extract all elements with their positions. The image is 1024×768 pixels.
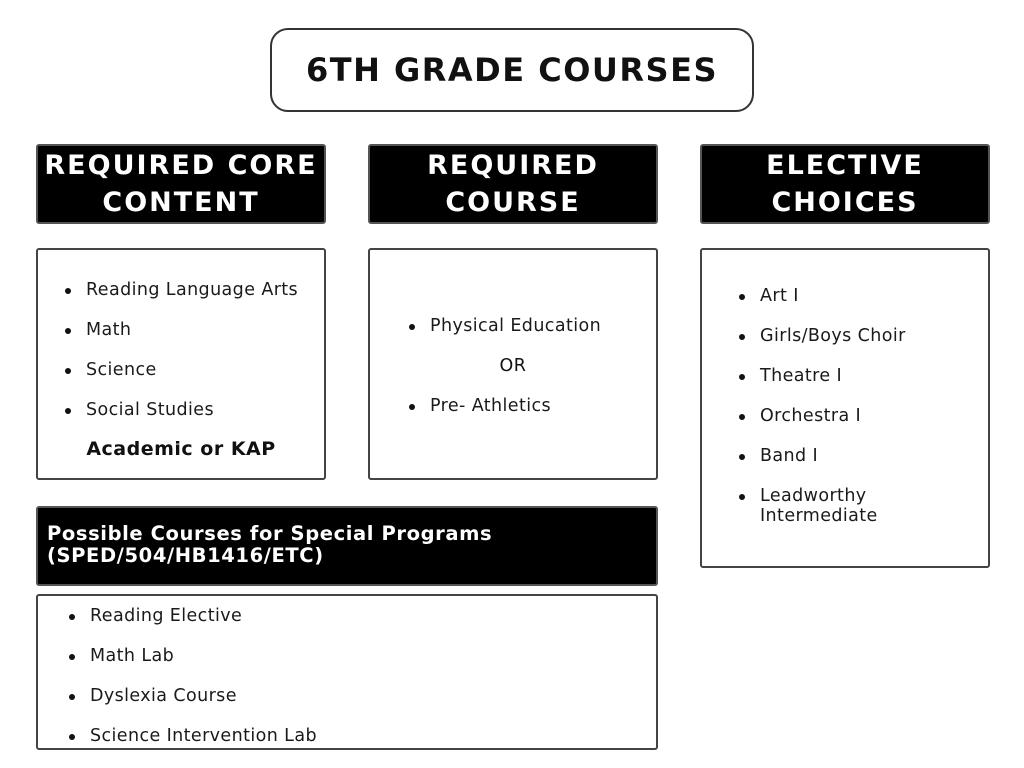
special-programs-panel [36,594,658,750]
list-item: Science Intervention Lab [66,726,317,746]
list-item: Art I [736,286,906,306]
list-item: Leadworthy Intermediate [736,486,906,526]
required-course-header [368,144,658,224]
list-item: Reading Elective [66,606,317,626]
list-item: Girls/Boys Choir [736,326,906,346]
core-content-header [36,144,326,224]
list-item: Science [62,360,298,380]
list-item: Band I [736,446,906,466]
elective-choices-header-text: ELECTIVE CHOICES [766,150,924,218]
or-separator: OR [499,356,527,376]
elective-choices-header [700,144,990,224]
required-course-list-1 [406,316,601,336]
required-course-panel [368,248,658,480]
elective-choices-list [736,286,906,526]
required-course-list-2 [406,396,551,416]
list-item: Physical Education [406,316,601,336]
page-title-text: 6TH GRADE COURSES [305,51,718,89]
list-item: Math Lab [66,646,317,666]
list-item: Pre- Athletics [406,396,551,416]
elective-choices-panel [700,248,990,568]
list-item: Theatre I [736,366,906,386]
special-programs-list [66,606,317,746]
list-item: Dyslexia Course [66,686,317,706]
list-item: Social Studies [62,400,298,420]
list-item: Math [62,320,298,340]
list-item: Orchestra I [736,406,906,426]
academic-or-kap-note: Academic or KAP [86,438,276,460]
page-title [270,28,754,112]
list-item: Reading Language Arts [62,280,298,300]
core-content-panel [36,248,326,480]
core-content-header-text: REQUIRED CORE CONTENT [44,150,318,218]
core-content-list [62,280,298,420]
required-course-header-text: REQUIRED COURSE [427,150,599,218]
special-programs-header-text: Possible Courses for Special Programs (SPED/504/HB1416/ETC) [47,522,493,567]
special-programs-header [36,506,658,586]
